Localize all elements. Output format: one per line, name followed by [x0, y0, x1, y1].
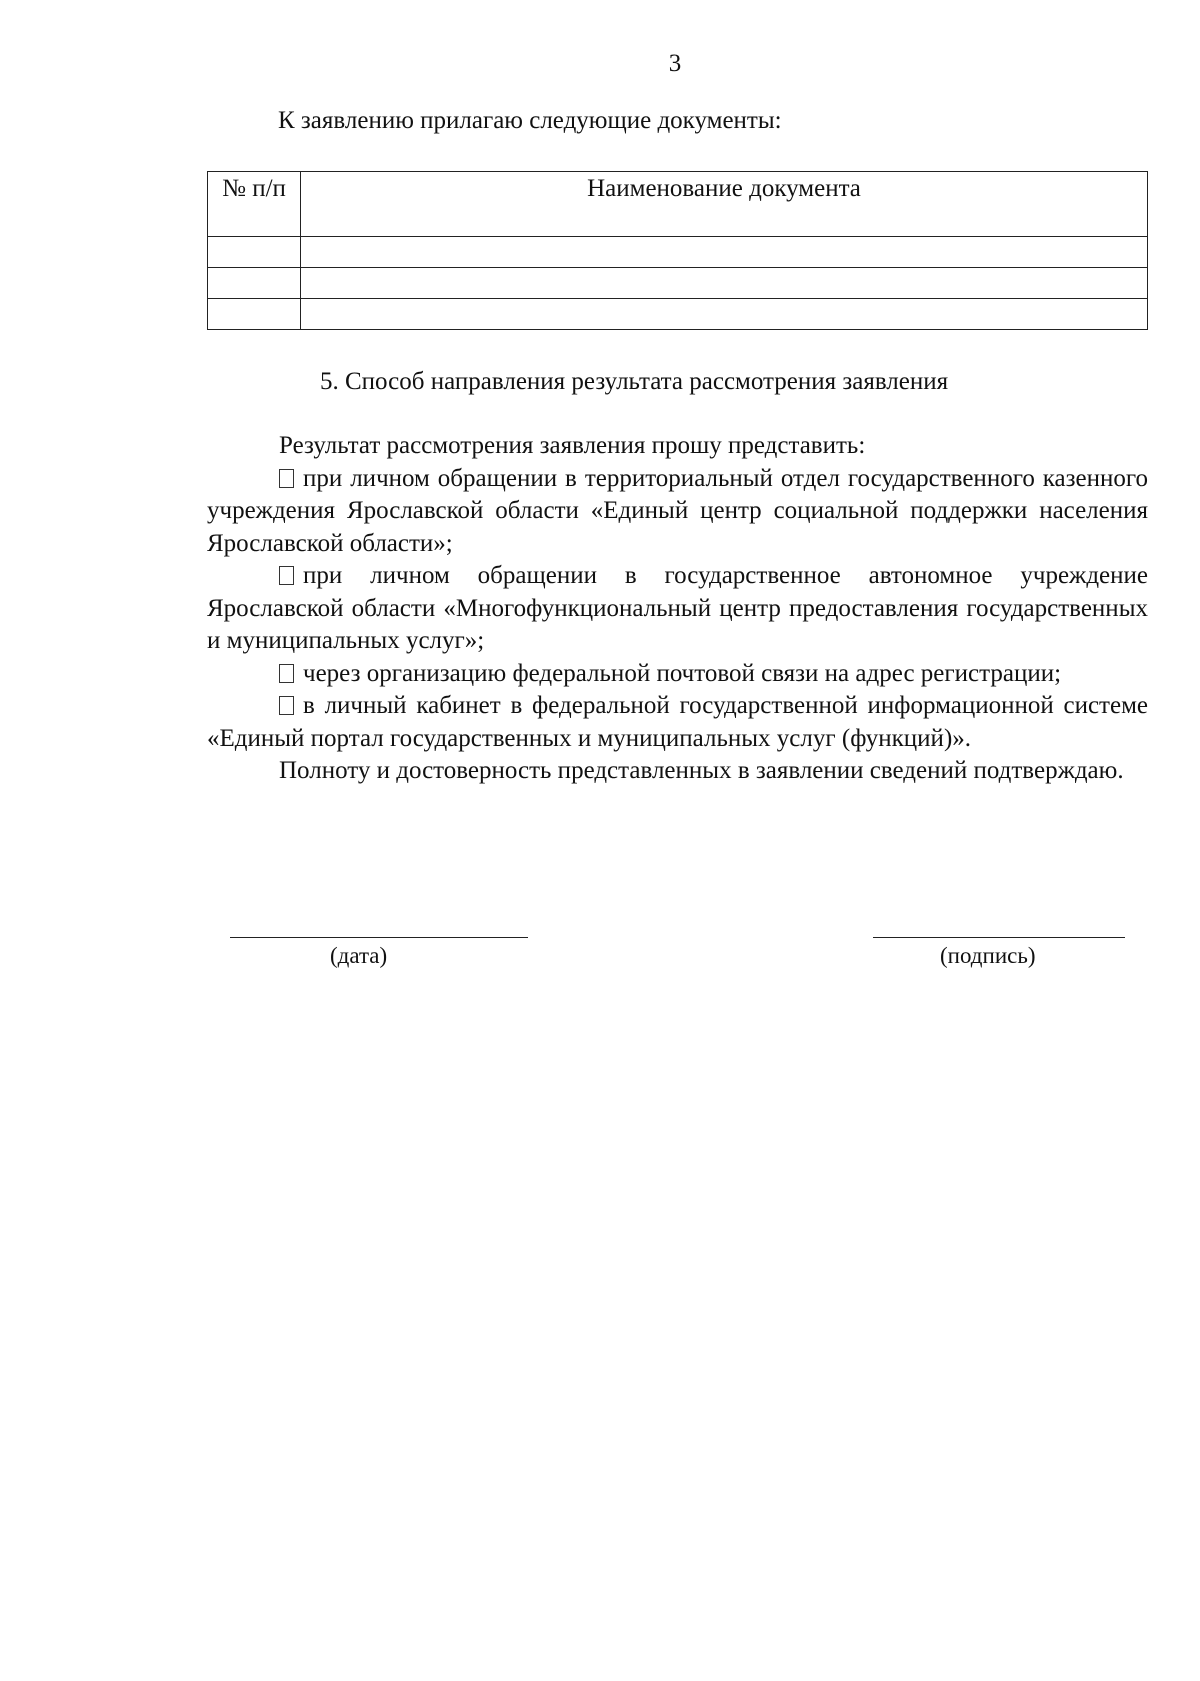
header-document-name: Наименование документа — [301, 172, 1148, 237]
delivery-lead: Результат рассмотрения заявления прошу представить: — [279, 432, 866, 459]
checkbox-icon[interactable] — [279, 696, 294, 715]
row-name-cell[interactable] — [301, 299, 1148, 330]
table-row — [208, 268, 1148, 299]
checkbox-icon[interactable] — [279, 664, 294, 683]
signature-line[interactable] — [873, 937, 1125, 938]
header-num: № п/п — [208, 172, 301, 237]
checkbox-icon[interactable] — [279, 469, 294, 488]
delivery-option — [207, 463, 1148, 561]
row-name-cell[interactable] — [301, 237, 1148, 268]
delivery-option-text: через организацию федеральной почтовой связи на адрес регистрации; — [303, 659, 1062, 687]
delivery-option — [207, 690, 1148, 755]
section-title: 5. Способ направления результата рассмотрения заявления — [320, 368, 949, 395]
delivery-option — [207, 658, 1148, 691]
row-num-cell[interactable] — [208, 299, 301, 330]
delivery-option — [207, 560, 1148, 658]
date-caption: (дата) — [330, 943, 388, 968]
delivery-option-text: при личном обращении в государственное автономное учреждение Ярославской области «Многофункциональный центр предоставления государственных и муниципальных услуг»; — [207, 562, 1148, 654]
attachments-intro: К заявлению прилагаю следующие документы: — [278, 107, 782, 134]
signature-caption: (подпись) — [940, 943, 1036, 968]
section-body — [207, 430, 1148, 788]
delivery-option-text: в личный кабинет в федеральной государственной информационной системе «Единый портал государственных и муниципальных услуг (функций)». — [207, 692, 1148, 752]
delivery-option-text: при личном обращении в территориальный отдел государственного казенного учреждения Ярославской области «Единый центр социальной поддержки населения Ярославской области»; — [207, 464, 1148, 557]
row-num-cell[interactable] — [208, 237, 301, 268]
page-number: 3 — [668, 50, 682, 77]
row-name-cell[interactable] — [301, 268, 1148, 299]
date-line[interactable] — [230, 937, 528, 938]
table-row — [208, 299, 1148, 330]
attachments-table — [207, 171, 1148, 330]
checkbox-icon[interactable] — [279, 566, 294, 585]
confirmation-text: Полноту и достоверность представленных в заявлении сведений подтверждаю. — [279, 757, 1124, 784]
attachments-table-header — [208, 172, 1148, 237]
row-num-cell[interactable] — [208, 268, 301, 299]
table-row — [208, 237, 1148, 268]
